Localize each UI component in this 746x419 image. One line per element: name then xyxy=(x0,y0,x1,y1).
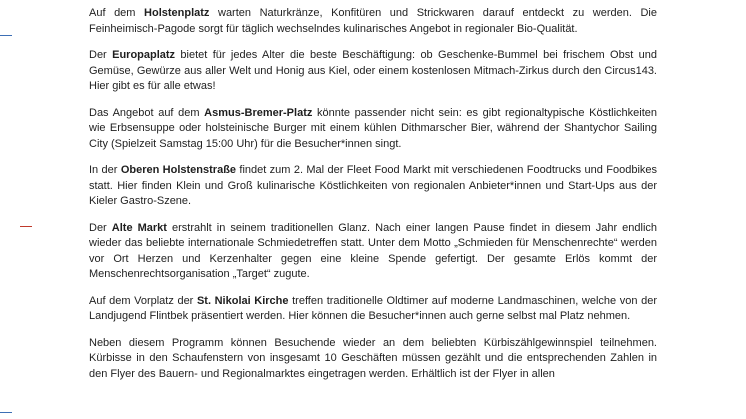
paragraph-text: findet zum 2. Mal der Fleet Food Markt mit verschiedenen Foodtrucks und Foodbikes statt. Hier finden Klein und Groß kulinarische Köstlichkeiten von regionalen Anbieter*innen und Start-Ups aus der Kieler Gastro-Szene. xyxy=(89,164,658,207)
paragraph-alter-markt xyxy=(89,221,657,283)
paragraph-europaplatz xyxy=(89,48,657,95)
place-name: Asmus-Bremer-Platz xyxy=(204,106,313,119)
place-name: St. Nikolai Kirche xyxy=(196,294,289,307)
paragraph-text: könnte passender nicht sein: es gibt regionaltypische Köstlichkeiten wie Erbsensuppe oder holsteinische Burger mit einem kühlen Dithmarscher Bier, während der Shantychor Sailing City (Spielzeit Samstag 15:00 Uhr) für die Besucher*innen singt. xyxy=(89,106,657,150)
paragraph-text: Auf dem Vorplatz der xyxy=(89,294,197,307)
paragraph-st-nikolai-kirche xyxy=(89,294,657,325)
place-name: Oberen Holstenstraße xyxy=(120,164,237,176)
revision-mark-blue xyxy=(0,35,12,36)
revision-mark-blue xyxy=(0,412,12,413)
place-name: Alte Markt xyxy=(111,221,167,234)
paragraph-text: bietet für jedes Alter die beste Beschäftigung: ob Geschenke-Bummel bei frischem Obst und Gemüse, Gewürze aus aller Welt und Honig aus Kiel, oder einem kostenlosen Mitmach-Zirkus durch den Circus143. Hier gibt es für alle etwas! xyxy=(89,49,658,92)
paragraph-text: Der xyxy=(89,49,113,61)
place-name: Holstenplatz xyxy=(144,7,210,19)
paragraph-text: erstrahlt in seinem traditionellen Glanz. Nach einer langen Pause findet in diesem Jahr endlich wieder das beliebte internationale Schmiedetreffen statt. Unter dem Motto „Schmieden für Menschenrechte“ werden vor Ort Herzen und Kerzenhalter gegen eine kleine Spende gefertigt. Der gesamte Erlös kommt der Menschenrechtsorganisation „Target“ zugute. xyxy=(89,221,658,280)
revision-mark-red xyxy=(20,226,32,227)
place-name: Europaplatz xyxy=(112,49,176,61)
document-body xyxy=(89,6,657,393)
paragraph-kuerbiszaehlgewinnspiel xyxy=(89,336,657,383)
paragraph-text: Auf dem xyxy=(89,7,145,19)
paragraph-holstenplatz xyxy=(89,6,657,37)
paragraph-obere-holstenstrasse xyxy=(89,163,657,210)
paragraph-text: In der xyxy=(89,164,121,176)
paragraph-text: Der xyxy=(89,221,112,234)
paragraph-text: treffen traditionelle Oldtimer auf moderne Landmaschinen, welche von der Landjugend Flintbek präsentiert werden. Hier können die Besucher*innen auch gerne selbst mal Platz nehmen. xyxy=(89,294,657,322)
paragraph-text: warten Naturkränze, Konfitüren und Strickwaren darauf entdeckt zu werden. Die Feinheimisch-Pagode sorgt für täglich wechselndes kulinarisches Angebot in regionaler Bio-Qualität. xyxy=(89,7,657,35)
paragraph-text: Neben diesem Programm können Besuchende wieder an dem beliebten Kürbiszählgewinnspiel teilnehmen. Kürbisse in den Schaufenstern von insgesamt 10 Geschäften müssen gezählt und die entsprechenden Zahlen in den Flyer des Bauern- und Regionalmarktes eingetragen werden. Erhältlich ist der Flyer in allen xyxy=(89,336,657,380)
paragraph-asmus-bremer-platz xyxy=(89,106,657,153)
paragraph-text: Das Angebot auf dem xyxy=(89,106,205,119)
